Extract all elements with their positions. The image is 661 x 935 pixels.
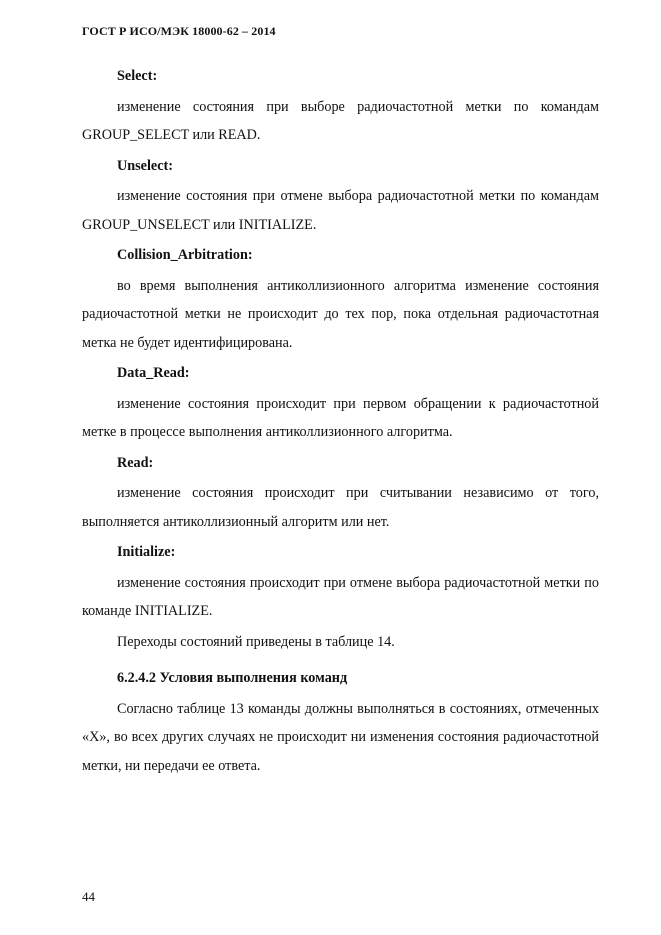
definition-collision-arbitration: во время выполнения антиколлизионного алгоритма изменение состояния радиочастотной метки не происходит до тех пор, пока отдельная радиочастотная метка не будет идентифицирована.	[82, 277, 599, 351]
document-body	[82, 62, 599, 782]
definition-data-read: изменение состояния происходит при первом обращении к радиочастотной метке в процессе выполнения антиколлизионного алгоритма.	[82, 395, 599, 440]
definition-select: изменение состояния при выборе радиочастотной метки по командам GROUP_SELECT или READ.	[82, 98, 599, 143]
term-unselect: Unselect:	[117, 157, 173, 174]
document-header: ГОСТ Р ИСО/МЭК 18000-62 – 2014	[82, 24, 276, 38]
section-heading: 6.2.4.2 Условия выполнения команд	[117, 670, 348, 686]
definition-unselect: изменение состояния при отмене выбора радиочастотной метки по командам GROUP_UNSELECT или INITIALIZE.	[82, 188, 599, 233]
definition-initialize: изменение состояния происходит при отмене выбора радиочастотной метки по команде INITIALIZE.	[82, 574, 599, 619]
term-select: Select:	[117, 68, 158, 84]
term-read: Read:	[117, 454, 154, 471]
term-initialize: Initialize:	[117, 544, 176, 560]
section-paragraph: Согласно таблице 13 команды должны выполняться в состояниях, отмеченных «X», во всех других случаях не происходит ни изменения состояния радиочастотной метки, ни передачи ее ответа.	[82, 700, 599, 774]
definition-read: изменение состояния происходит при считывании независимо от того, выполняется антиколлизионный алгоритм или нет.	[82, 485, 599, 530]
term-data-read: Data_Read:	[117, 365, 190, 381]
transitions-note: Переходы состояний приведены в таблице 14.	[117, 633, 395, 650]
term-collision-arbitration: Collision_Arbitration:	[117, 247, 253, 263]
page-number: 44	[82, 889, 95, 904]
